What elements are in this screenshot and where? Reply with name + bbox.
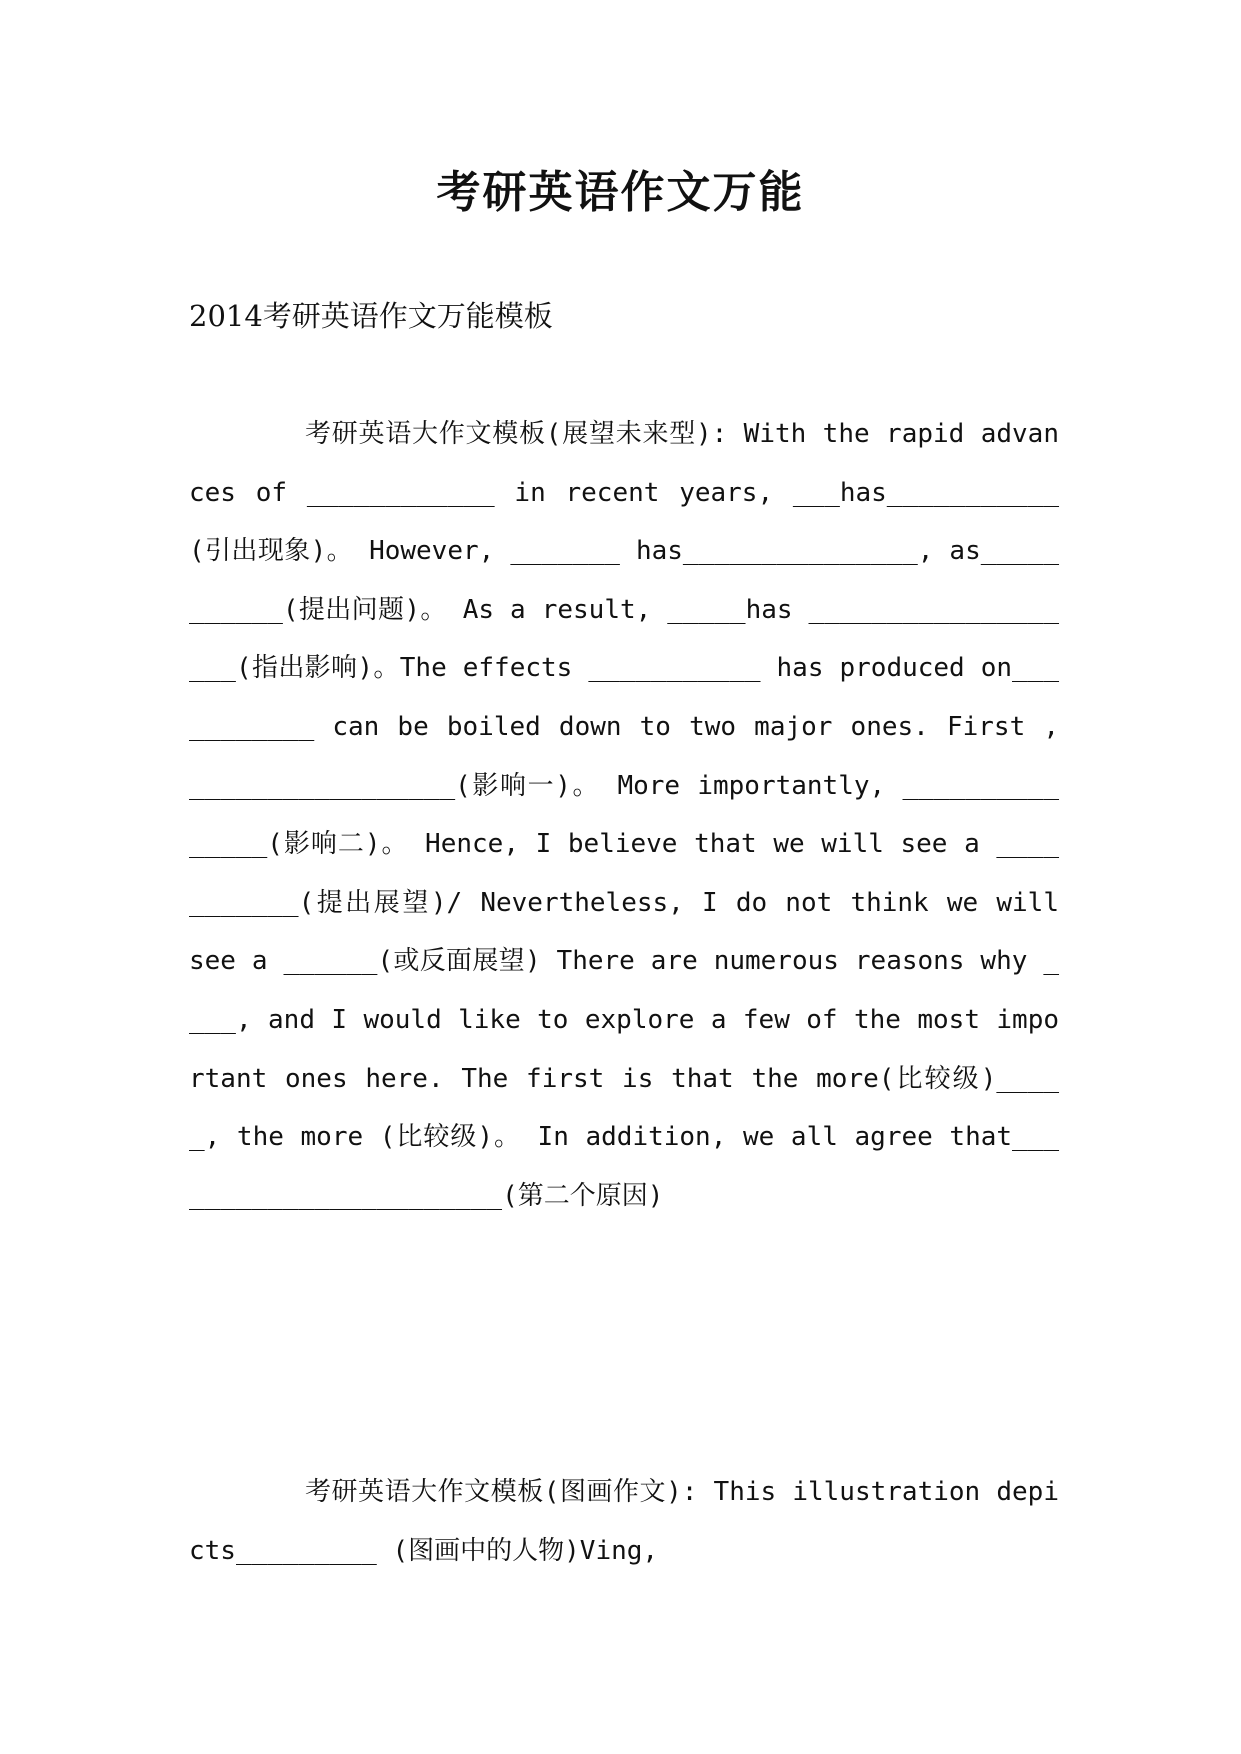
- document-subtitle: 2014考研英语作文万能模板: [189, 299, 553, 333]
- paragraph-picture-essay-template: 考研英语大作文模板(图画作文): This illustration depicts_________ (图画中的人物)Ving,: [189, 1477, 1059, 1566]
- paragraph-future-outlook-template: 考研英语大作文模板(展望未来型): With the rapid advances of ____________ in recent years, ___has___________(引出现象)。 However, _______ has_______________, as___________(提出问题)。 As a result, _____has ___________________(指出影响)。The effects ___________ has produced on___________ can be boiled down to two major ones. First , _________________(影响一)。 More importantly, _______________(影响二)。 Hence, I believe that we will see a ___________(提出展望)/ Nevertheless, I do not think we will see a ______(或反面展望) There are numerous reasons why ____, and I would like to explore a few of the most important ones here. The first is that the more(比较级)_____, the more (比较级)。 In addition, we all agree that_______________________(第二个原因): [189, 419, 1059, 1211]
- document-title: 考研英语作文万能: [436, 167, 805, 218]
